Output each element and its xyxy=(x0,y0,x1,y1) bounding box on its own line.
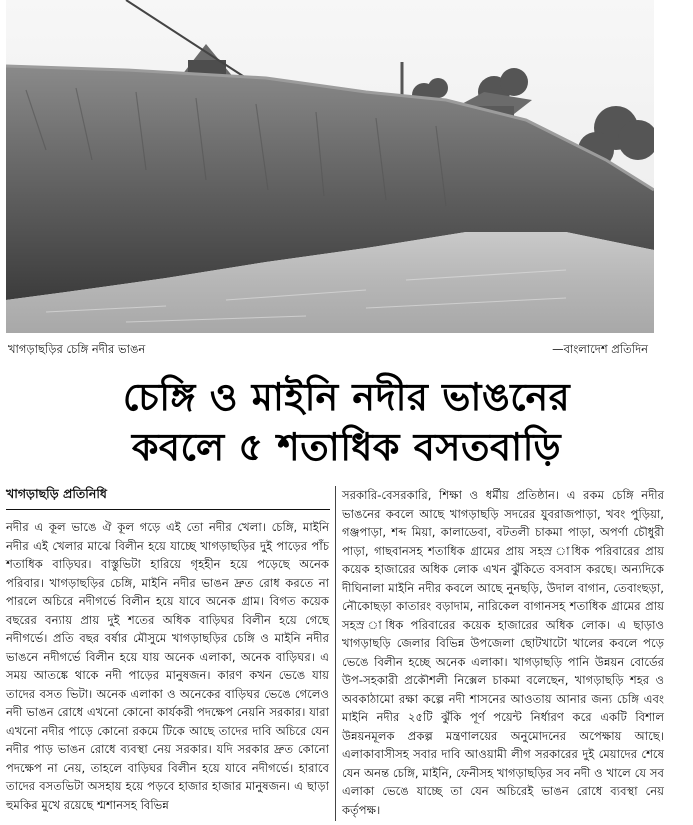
column-divider xyxy=(335,486,336,821)
byline-divider xyxy=(6,509,330,510)
photo-caption-row xyxy=(8,341,648,359)
article-column-right xyxy=(342,486,664,819)
headline-line-1: চেঙ্গি ও মাইনি নদীর ভাঙনের xyxy=(122,375,571,419)
article-column-left xyxy=(6,518,329,814)
headline xyxy=(0,372,693,472)
headline-line-2: কবলে ৫ শতাধিক বসতবাড়ি xyxy=(131,425,562,469)
photo-caption: খাগড়াছড়ির চেঙ্গি নদীর ভাঙন xyxy=(8,342,146,356)
river-erosion-photo xyxy=(6,0,654,333)
article-body-left: নদীর এ কূল ভাঙে ঐ কূল গড়ে এই তো নদীর খেলা। চেঙ্গি, মাইনি নদীর এই খেলার মাঝে বিলীন হয়ে যাচ্ছে খাগড়াছড়ির দুই পাড়ের পাঁচ শতাধিক বাড়িঘর। বাস্তুভিটা হারিয়ে গৃহহীন হয়ে পড়েছে অনেক পরিবার। খাগড়াছড়ির চেঙ্গি, মাইনি নদীর ভাঙন দ্রুত রোধ করতে না পারলে অচিরে নদীগর্ভে বিলীন হয়ে যাবে অনেক গ্রাম। বিগত কয়েক বছরের বন্যায় প্রায় দুই শতের অধিক বাড়িঘর বিলীন হয়ে গেছে নদীগর্ভে। প্রতি বছর বর্ষার মৌসুমে খাগড়াছড়ির চেঙ্গি ও মাইনি নদীর ভাঙনে নদীগর্ভে বিলীন হয়ে যায় অনেক এলাকা, অনেক বাড়িঘর। এ সময় আতঙ্কে থাকে নদী পাড়ের মানুষজন। কারণ কখন ভেঙে যায় তাদের বসত ভিটা। অনেক এলাকা ও অনেকের বাড়িঘর ভেঙে গেলেও নদী ভাঙন রোধে এখনো কোনো কার্যকরী পদক্ষেপ নেয়নি সরকার। যারা এখনো নদীর পাড়ে কোনো রকমে টিকে আছে তাদের দাবি অচিরে যেন নদীর পাড় ভাঙন রোধে ব্যবস্থা নেয় সরকার। যদি সরকার দ্রুত কোনো পদক্ষেপ না নেয়, তাহলে বাড়িঘর বিলীন হয়ে যাবে নদীগর্ভে। হারাবে তাদের বসতভিটা অসহায় হয়ে পড়বে হাজার হাজার মানুষজন। এ ছাড়া হুমকির মুখে রয়েছে শ্মশানসহ বিভিন্ন xyxy=(6,520,329,812)
byline: খাগড়াছড়ি প্রতিনিধি xyxy=(6,486,107,501)
river-bank-illustration xyxy=(6,0,654,333)
article-body-right: সরকারি-বেসরকারি, শিক্ষা ও ধর্মীয় প্রতিষ্ঠান। এ রকম চেঙ্গি নদীর ভাঙনের কবলে আছে খাগড়াছড়ি সদরের যুবরাজপাড়া, খবং পুড়িয়া, গঞ্জপাড়া, শব্দ মিয়া, কালাডেবা, বটতলী চাকমা পাড়া, অপর্ণা চৌধুরী পাড়া, গাছবানসহ শতাধিক গ্রামের প্রায় সহস্র াধিক পরিবারের প্রায় কয়েক হাজারের অধিক লোক এখন ঝুঁকিতে বসবাস করছে। অন্যদিকে দীঘিনালা মাইনি নদীর কবলে আছে নুনছড়ি, উদাল বাগান, তেবাংছড়া, নৌকোছড়া কাতারং বড়াদাম, নারিকেল বাগানসহ শতাধিক গ্রামের প্রায় সহস্র াধিক পরিবারের কয়েক হাজারের অধিক লোক। এ ছাড়াও খাগড়াছড়ি জেলার বিভিন্ন উপজেলা ছোটখাটো খালের কবলে পড়ে ভেঙে বিলীন হচ্ছে অনেক এলাকা। খাগড়াছড়ি পানি উন্নয়ন বোর্ডের উপ-সহকারী প্রকৌশলী নিক্সেল চাকমা বলেছেন, খাগড়াছড়ি শহর ও অবকাঠামো রক্ষা কল্পে নদী শাসনের আওতায় আনার জন্য চেঙ্গি এবং মাইনি নদীর ২৫টি ঝুঁকি পূর্ণ পয়েন্ট নির্ধারণ করে একটি বিশাল উন্নয়নমূলক প্রকল্প মন্ত্রণালয়ের অনুমোদনের অপেক্ষায় আছে। এলাকাবাসীসহ সবার দাবি আওয়ামী লীগ সরকারের দুই মেয়াদের শেষে যেন অনন্ত চেঙ্গি, মাইনি, ফেনীসহ খাগড়াছড়ির সব নদী ও খালে যে সব এলাকা ভেঙে যাচ্ছে তা যেন অচিরেই ভাঙন রোধে ব্যবস্থা নেয় কর্তৃপক্ষ। xyxy=(342,488,664,817)
photo-credit: —বাংলাদেশ প্রতিদিন xyxy=(552,342,648,356)
